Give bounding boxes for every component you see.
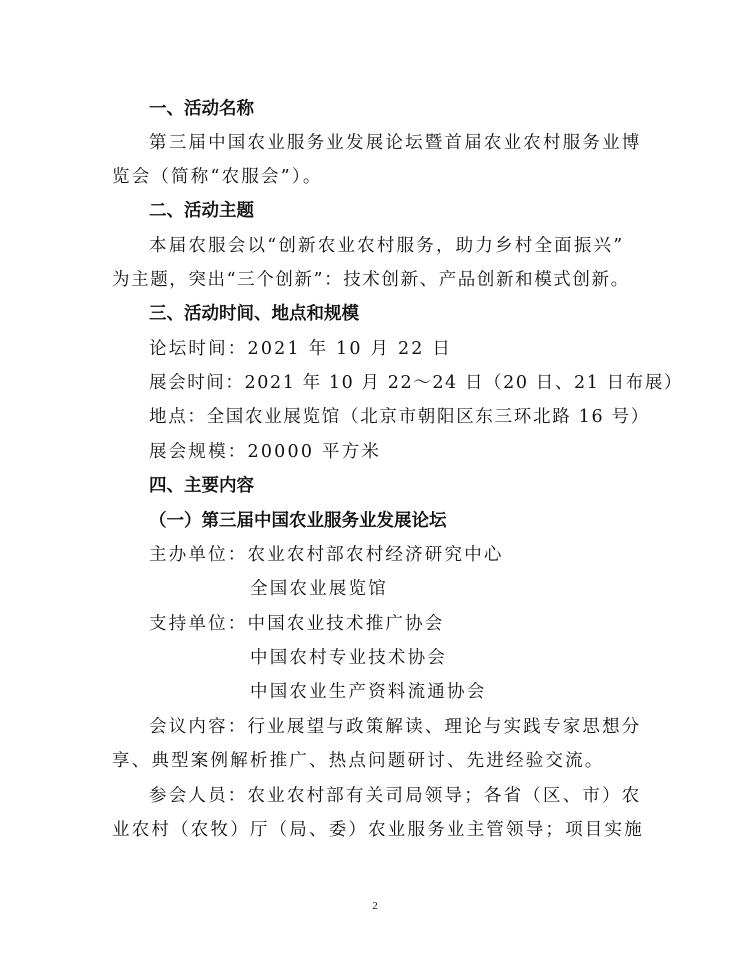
supporter-line-continued: 中国农村专业技术协会 xyxy=(250,648,447,668)
section-heading-main-content: 四、主要内容 xyxy=(149,476,254,496)
supporter-line: 支持单位：中国农业技术推广协会 xyxy=(149,614,445,634)
exhibition-time-line: 展会时间：2021 年 10 月 22～24 日（20 日、21 日布展） xyxy=(149,373,684,393)
organizer-line: 主办单位：农业农村部农村经济研究中心 xyxy=(149,545,504,565)
supporter-line-continued: 中国农业生产资料流通协会 xyxy=(250,682,487,702)
paragraph-line: 为主题，突出“三个创新”：技术创新、产品创新和模式创新。 xyxy=(112,270,630,290)
subsection-heading-forum: （一）第三届中国农业服务业发展论坛 xyxy=(149,511,447,531)
exhibition-scale-line: 展会规模：20000 平方米 xyxy=(149,442,382,462)
forum-time-line: 论坛时间：2021 年 10 月 22 日 xyxy=(149,339,453,359)
participants-line: 参会人员：农业农村部有关司局领导；各省（区、市）农 xyxy=(149,786,642,806)
meeting-content-line-continued: 享、典型案例解析推广、热点问题研讨、先进经验交流。 xyxy=(112,751,605,771)
participants-line-continued: 业农村（农牧）厅（局、委）农业服务业主管领导；项目实施 xyxy=(112,820,644,840)
paragraph-line: 第三届中国农业服务业发展论坛暨首届农业农村服务业博 xyxy=(149,133,642,153)
meeting-content-line: 会议内容：行业展望与政策解读、理论与实践专家思想分 xyxy=(149,717,642,737)
location-line: 地点：全国农业展览馆（北京市朝阳区东三环北路 16 号） xyxy=(149,407,650,427)
organizer-line-continued: 全国农业展览馆 xyxy=(250,579,388,599)
section-heading-activity-theme: 二、活动主题 xyxy=(149,201,254,221)
section-heading-time-place-scale: 三、活动时间、地点和规模 xyxy=(149,304,359,324)
paragraph-line: 览会（简称“农服会”）。 xyxy=(112,167,323,187)
section-heading-activity-name: 一、活动名称 xyxy=(149,99,254,119)
page-number: 2 xyxy=(372,900,378,912)
paragraph-line: 本届农服会以“创新农业农村服务，助力乡村全面振兴” xyxy=(149,236,625,256)
